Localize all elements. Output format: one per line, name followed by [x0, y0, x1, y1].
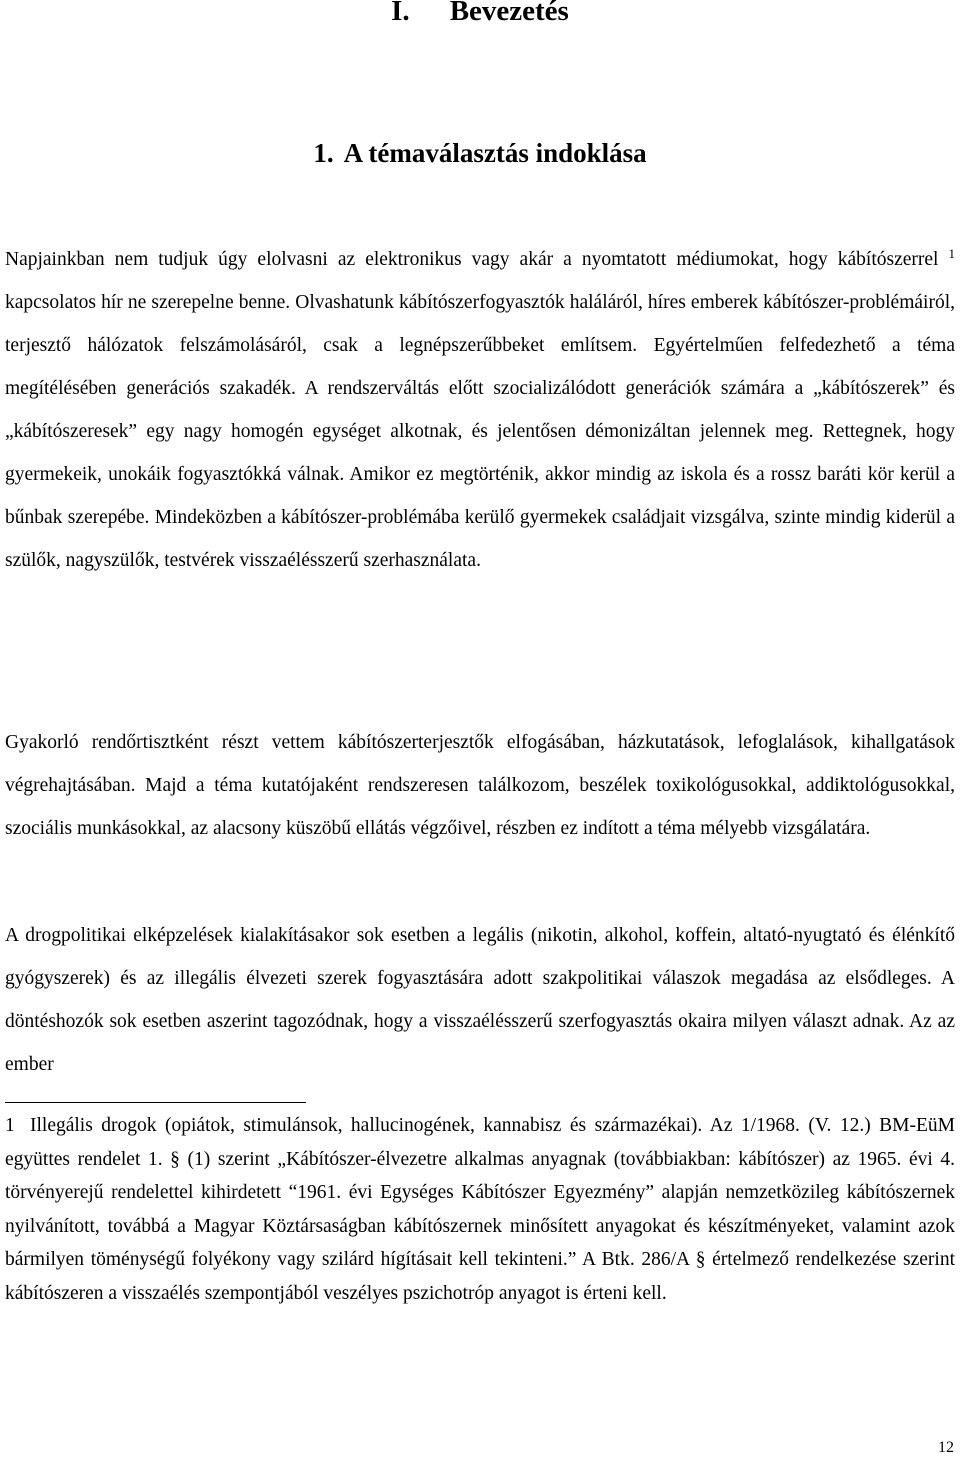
- footnote-number: 1: [5, 1115, 15, 1136]
- paragraph-2: Gyakorló rendőrtisztként részt vettem kábítószerterjesztők elfogásában, házkutatások, lefoglalások, kihallgatások végrehajtásában. Majd a téma kutatójaként rendszeresen találkozom, beszélek toxikológusokkal, addiktológusokkal, szociális munkásokkal, az alacsony küszöbű ellátás végzőivel, részben ez indított a téma mélyebb vizsgálatára.: [5, 732, 955, 839]
- paragraph-1-text-end: kapcsolatos hír ne szerepelne benne. Olvashatunk kábítószerfogyasztók haláláról, híres emberek kábítószer-problémáiról, terjesztő hálózatok felszámolásáról, csak a legnépszerűbbeket említsem. Egyértelműen felfedezhető a téma megítélésében generációs szakadék. A rendszerváltás előtt szocializálódott generációk számára a „kábítószerek” és „kábítószeresek” egy nagy homogén egységet alkotnak, és jelentősen démonizáltan jelennek meg. Rettegnek, hogy gyermekeik, unokáik fogyasztókká válnak. Amikor ez megtörténik, akkor mindig az iskola és a rossz baráti kör kerül a bűnbak szerepébe. Mindeközben a kábítószer-problémába kerülő gyermekek családjait vizsgálva, szinte mindig kiderül a szülők, nagyszülők, testvérek visszaélésszerű szerhasználata.: [5, 292, 955, 571]
- section-heading: [0, 133, 960, 173]
- paragraph-1: [5, 238, 955, 582]
- footnote-reference: 1: [948, 246, 955, 261]
- chapter-heading: [0, 0, 960, 31]
- chapter-title-text: Bevezetés: [449, 0, 569, 27]
- page-number: 12: [938, 1439, 954, 1456]
- paragraph-3: A drogpolitikai elképzelések kialakításakor sok esetben a legális (nikotin, alkohol, koffein, altató-nyugtató és élénkítő gyógyszerek) és az illegális élvezeti szerek fogyasztására adott szakpolitikai válaszok megadása az elsődleges. A döntéshozók sok esetben aszerint tagozódnak, hogy a visszaélésszerű szerfogyasztás okaira milyen választ adnak. Az az ember: [5, 925, 955, 1075]
- footnote-text: Illegális drogok (opiátok, stimulánsok, hallucinogének, kannabisz és származékai). Az 1/1968. (V. 12.) BM-EüM együttes rendelet 1. § (1) szerint „Kábítószer-élvezetre alkalmas anyagnak (továbbiakban: kábítószer) az 1965. évi 4. törvényerejű rendelettel kihirdetett “1961. évi Egységes Kábítószer Egyezmény” alapján nemzetközileg kábítószernek nyilvánított, továbbá a Magyar Köztársaságban kábítószernek minősített anyagokat és készítményeket, valamint azok bármilyen töménységű folyékony vagy szilárd hígításait kell tekinteni.” A Btk. 286/A § értelmező rendelkezése szerint kábítószeren a visszaélés szempontjából veszélyes pszichotróp anyagot is érteni kell.: [5, 1115, 955, 1304]
- paragraph-1-text-start: Napjainkban nem tudjuk úgy elolvasni az elektronikus vagy akár a nyomtatott médiumokat, hogy kábítószerrel: [5, 249, 939, 270]
- chapter-number: I.: [391, 0, 410, 27]
- footnote-separator: [5, 1102, 306, 1103]
- footnote: [5, 1109, 955, 1310]
- section-number: 1.: [313, 138, 334, 168]
- section-title-text: A témaválasztás indoklása: [343, 138, 647, 168]
